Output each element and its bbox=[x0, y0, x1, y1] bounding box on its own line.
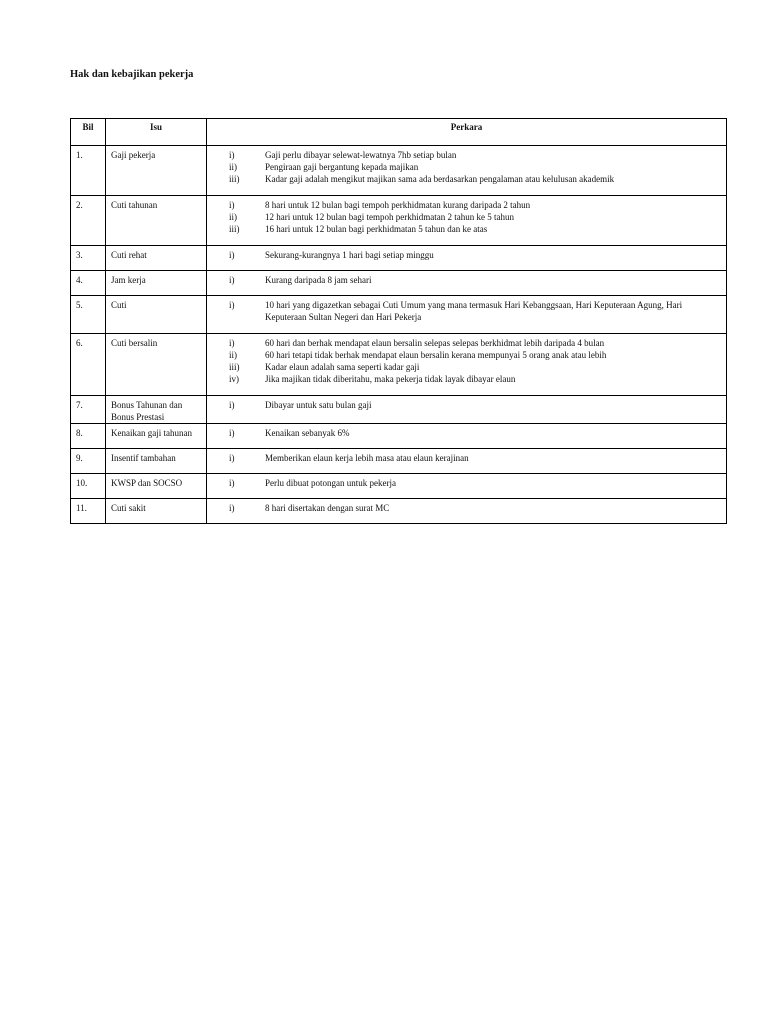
row-isu: Insentif tambahan bbox=[106, 449, 207, 474]
perkara-point bbox=[207, 199, 722, 211]
point-text: 8 hari untuk 12 bulan bagi tempoh perkhidmatan kurang daripada 2 tahun bbox=[265, 200, 531, 210]
point-number: i) bbox=[229, 200, 235, 210]
header-perkara: Perkara bbox=[207, 119, 727, 146]
point-number: iii) bbox=[229, 224, 240, 234]
point-number: i) bbox=[229, 478, 235, 488]
row-perkara bbox=[207, 271, 727, 296]
rights-table bbox=[70, 118, 727, 524]
table-row bbox=[71, 146, 727, 196]
row-bil: 10. bbox=[71, 474, 106, 499]
row-isu: Bonus Tahunan dan Bonus Prestasi bbox=[106, 396, 207, 424]
point-text: Kurang daripada 8 jam sehari bbox=[265, 275, 372, 285]
point-text: Kenaikan sebanyak 6% bbox=[265, 428, 350, 438]
table-row bbox=[71, 396, 727, 424]
point-text: 8 hari disertakan dengan surat MC bbox=[265, 503, 390, 513]
point-number: ii) bbox=[229, 212, 237, 222]
row-perkara bbox=[207, 246, 727, 271]
row-perkara bbox=[207, 424, 727, 449]
point-text: 12 hari untuk 12 bulan bagi tempoh perkhidmatan 2 tahun ke 5 tahun bbox=[265, 212, 514, 222]
point-number: i) bbox=[229, 150, 235, 160]
perkara-point bbox=[207, 223, 722, 235]
point-number: i) bbox=[229, 503, 235, 513]
table-row bbox=[71, 196, 727, 246]
perkara-point bbox=[207, 337, 722, 349]
point-text: Pengiraan gaji bergantung kepada majikan bbox=[265, 162, 419, 172]
row-isu: Cuti bbox=[106, 296, 207, 334]
point-text: Memberikan elaun kerja lebih masa atau elaun kerajinan bbox=[265, 453, 469, 463]
row-isu: Jam kerja bbox=[106, 271, 207, 296]
row-isu: Gaji pekerja bbox=[106, 146, 207, 196]
row-bil: 9. bbox=[71, 449, 106, 474]
point-number: i) bbox=[229, 338, 235, 348]
table-body bbox=[71, 146, 727, 524]
point-number: iv) bbox=[229, 374, 239, 384]
row-perkara bbox=[207, 296, 727, 334]
row-isu: KWSP dan SOCSO bbox=[106, 474, 207, 499]
row-isu: Kenaikan gaji tahunan bbox=[106, 424, 207, 449]
row-bil: 1. bbox=[71, 146, 106, 196]
perkara-point bbox=[207, 274, 722, 286]
point-text: Jika majikan tidak diberitahu, maka pekerja tidak layak dibayar elaun bbox=[265, 374, 516, 384]
document-title: Hak dan kebajikan pekerja bbox=[70, 69, 194, 80]
table-row bbox=[71, 474, 727, 499]
header-bil: Bil bbox=[71, 119, 106, 146]
point-number: i) bbox=[229, 250, 235, 260]
perkara-point bbox=[207, 373, 722, 385]
perkara-point bbox=[207, 477, 722, 489]
table-row bbox=[71, 271, 727, 296]
table-header-row bbox=[71, 119, 727, 146]
row-perkara bbox=[207, 396, 727, 424]
point-text: Gaji perlu dibayar selewat-lewatnya 7hb setiap bulan bbox=[265, 150, 457, 160]
point-text: Perlu dibuat potongan untuk pekerja bbox=[265, 478, 396, 488]
perkara-point bbox=[207, 211, 722, 223]
perkara-point bbox=[207, 427, 722, 439]
point-text: Sekurang-kurangnya 1 hari bagi setiap minggu bbox=[265, 250, 434, 260]
point-number: i) bbox=[229, 275, 235, 285]
row-isu: Cuti tahunan bbox=[106, 196, 207, 246]
table-row bbox=[71, 334, 727, 396]
row-isu: Cuti bersalin bbox=[106, 334, 207, 396]
table-row bbox=[71, 424, 727, 449]
table-row bbox=[71, 449, 727, 474]
perkara-point bbox=[207, 249, 722, 261]
point-text: Kadar gaji adalah mengikut majikan sama ada berdasarkan pengalaman atau kelulusan akademik bbox=[265, 174, 615, 184]
row-bil: 6. bbox=[71, 334, 106, 396]
point-number: i) bbox=[229, 428, 235, 438]
perkara-point bbox=[207, 173, 722, 185]
perkara-point bbox=[207, 161, 722, 173]
table-row bbox=[71, 296, 727, 334]
point-text: 10 hari yang digazetkan sebagai Cuti Umum yang mana termasuk Hari Kebanggsaan, Hari Keputeraan Agung, Hari Keputeraan Sultan Negeri dan Hari Pekerja bbox=[265, 300, 683, 322]
row-bil: 11. bbox=[71, 499, 106, 524]
perkara-point bbox=[207, 452, 722, 464]
point-number: iii) bbox=[229, 174, 240, 184]
row-bil: 2. bbox=[71, 196, 106, 246]
point-number: i) bbox=[229, 453, 235, 463]
row-isu: Cuti rehat bbox=[106, 246, 207, 271]
point-text: 16 hari untuk 12 bulan bagi perkhidmatan 5 tahun dan ke atas bbox=[265, 224, 488, 234]
point-number: i) bbox=[229, 300, 235, 310]
row-perkara bbox=[207, 474, 727, 499]
row-isu: Cuti sakit bbox=[106, 499, 207, 524]
perkara-point bbox=[207, 299, 722, 323]
perkara-point bbox=[207, 502, 722, 514]
perkara-point bbox=[207, 149, 722, 161]
perkara-point bbox=[207, 399, 722, 411]
row-bil: 7. bbox=[71, 396, 106, 424]
point-number: ii) bbox=[229, 350, 237, 360]
perkara-point bbox=[207, 349, 722, 361]
point-text: Kadar elaun adalah sama seperti kadar gaji bbox=[265, 362, 420, 372]
row-bil: 5. bbox=[71, 296, 106, 334]
point-number: ii) bbox=[229, 162, 237, 172]
row-bil: 3. bbox=[71, 246, 106, 271]
row-bil: 4. bbox=[71, 271, 106, 296]
row-perkara bbox=[207, 196, 727, 246]
point-text: 60 hari tetapi tidak berhak mendapat elaun bersalin kerana mempunyai 5 orang anak atau lebih bbox=[265, 350, 607, 360]
row-perkara bbox=[207, 334, 727, 396]
table-row bbox=[71, 499, 727, 524]
table-row bbox=[71, 246, 727, 271]
point-text: 60 hari dan berhak mendapat elaun bersalin selepas selepas berkhidmat lebih daripada 4 bulan bbox=[265, 338, 605, 348]
point-number: iii) bbox=[229, 362, 240, 372]
row-bil: 8. bbox=[71, 424, 106, 449]
point-number: i) bbox=[229, 400, 235, 410]
row-perkara bbox=[207, 146, 727, 196]
row-perkara bbox=[207, 449, 727, 474]
row-perkara bbox=[207, 499, 727, 524]
point-text: Dibayar untuk satu bulan gaji bbox=[265, 400, 372, 410]
perkara-point bbox=[207, 361, 722, 373]
header-isu: Isu bbox=[106, 119, 207, 146]
